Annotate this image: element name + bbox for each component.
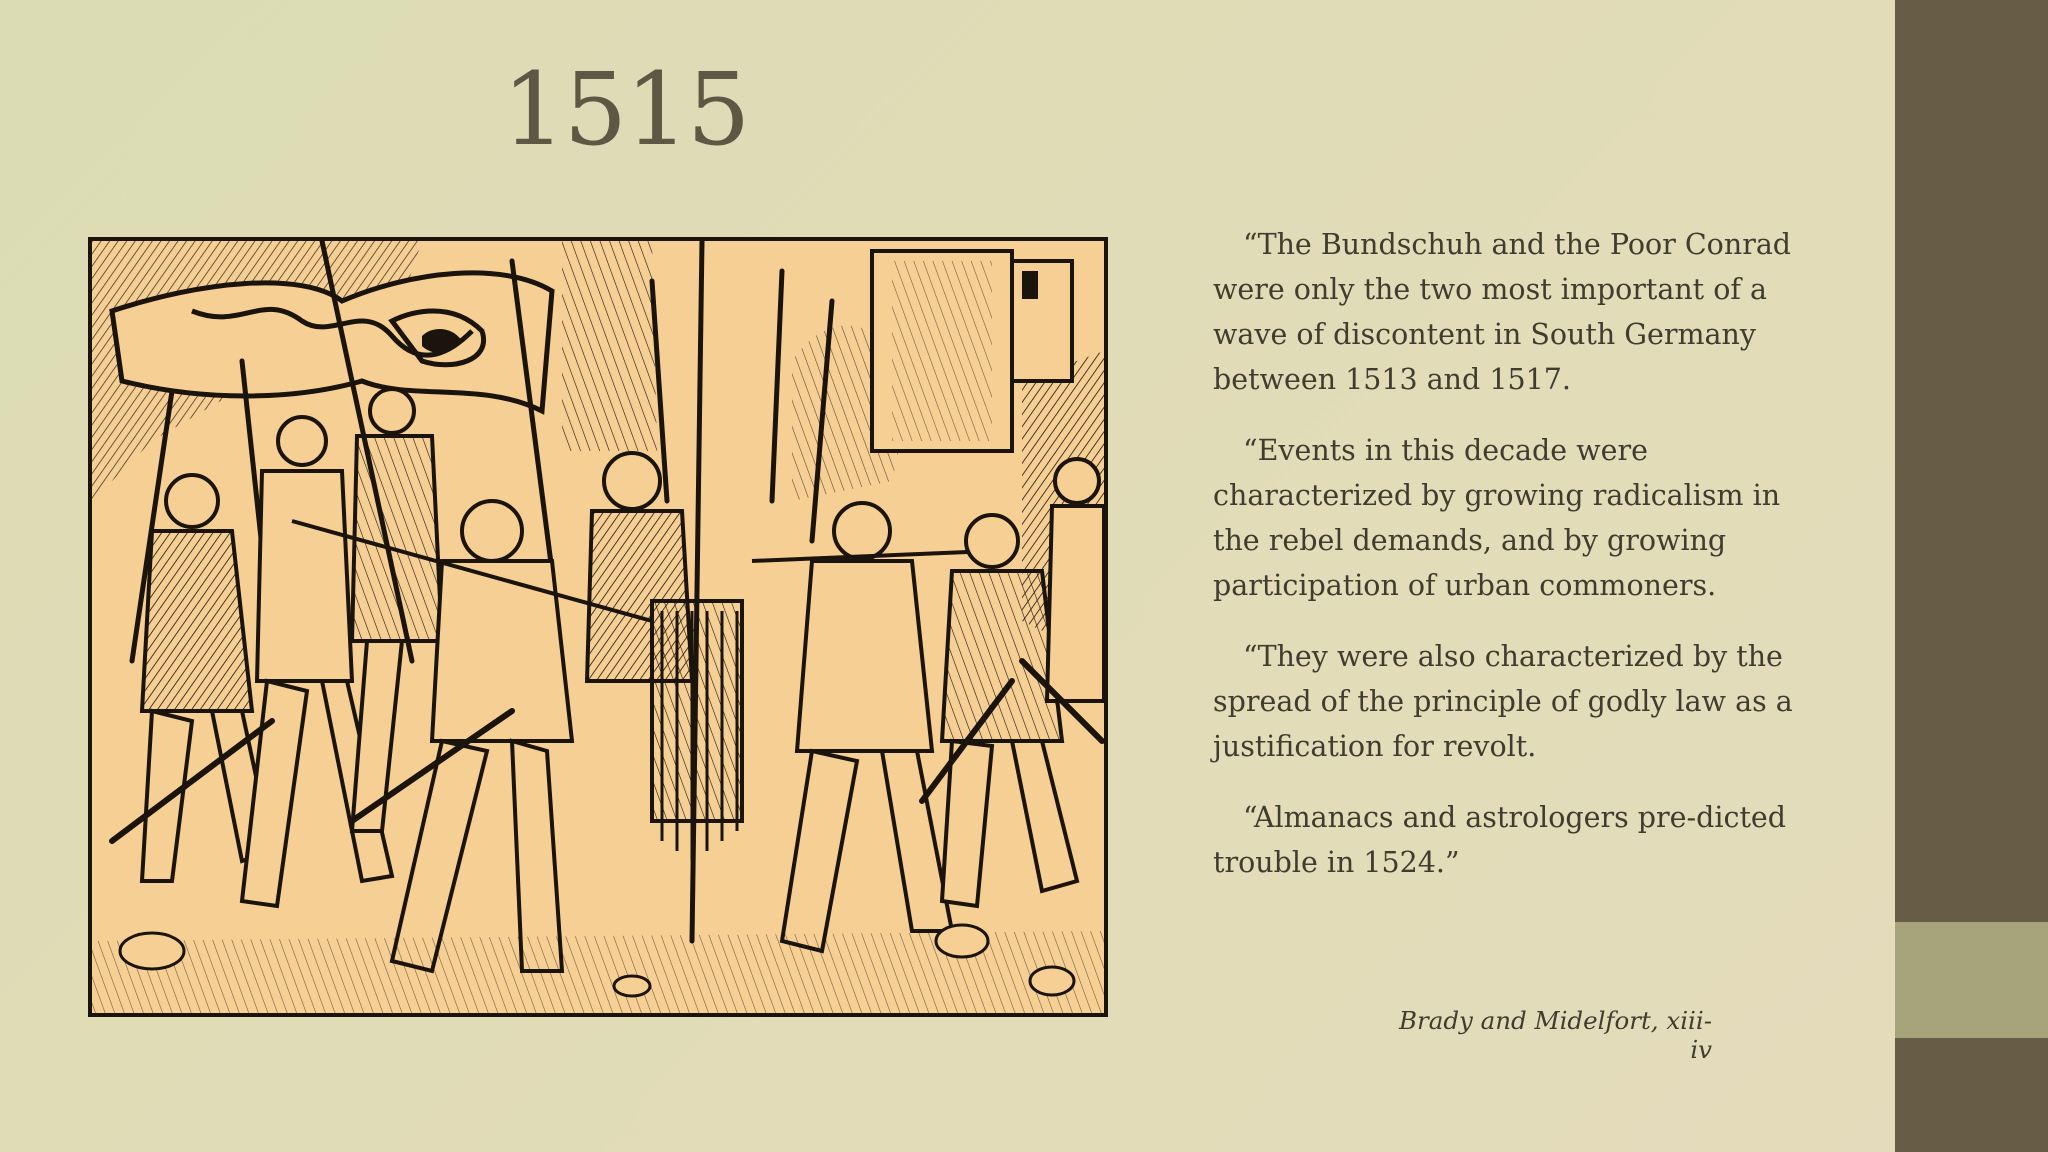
quote-paragraph-3: “They were also characterized by the spread of the principle of godly law as a justification for revolt. [1213, 640, 1793, 763]
quote-text-block [1213, 222, 1793, 911]
quote-paragraph-2: “Events in this decade were characterized by growing radicalism in the rebel demands, and by growing participation of urban commoners. [1213, 434, 1781, 602]
quote-paragraph-1: “The Bundschuh and the Poor Conrad were only the two most important of a wave of discontent in South Germany between 1513 and 1517. [1213, 228, 1792, 396]
citation: Brady and Midelfort, xiii-iv [1399, 1006, 1712, 1064]
side-accent-block [1895, 922, 2048, 1038]
woodcut-illustration [92, 241, 1104, 1013]
woodcut-image [88, 237, 1108, 1017]
slide-title: 1515 [502, 51, 749, 168]
quote-paragraph-4: “Almanacs and astrologers pre-dicted trouble in 1524.” [1213, 801, 1787, 879]
